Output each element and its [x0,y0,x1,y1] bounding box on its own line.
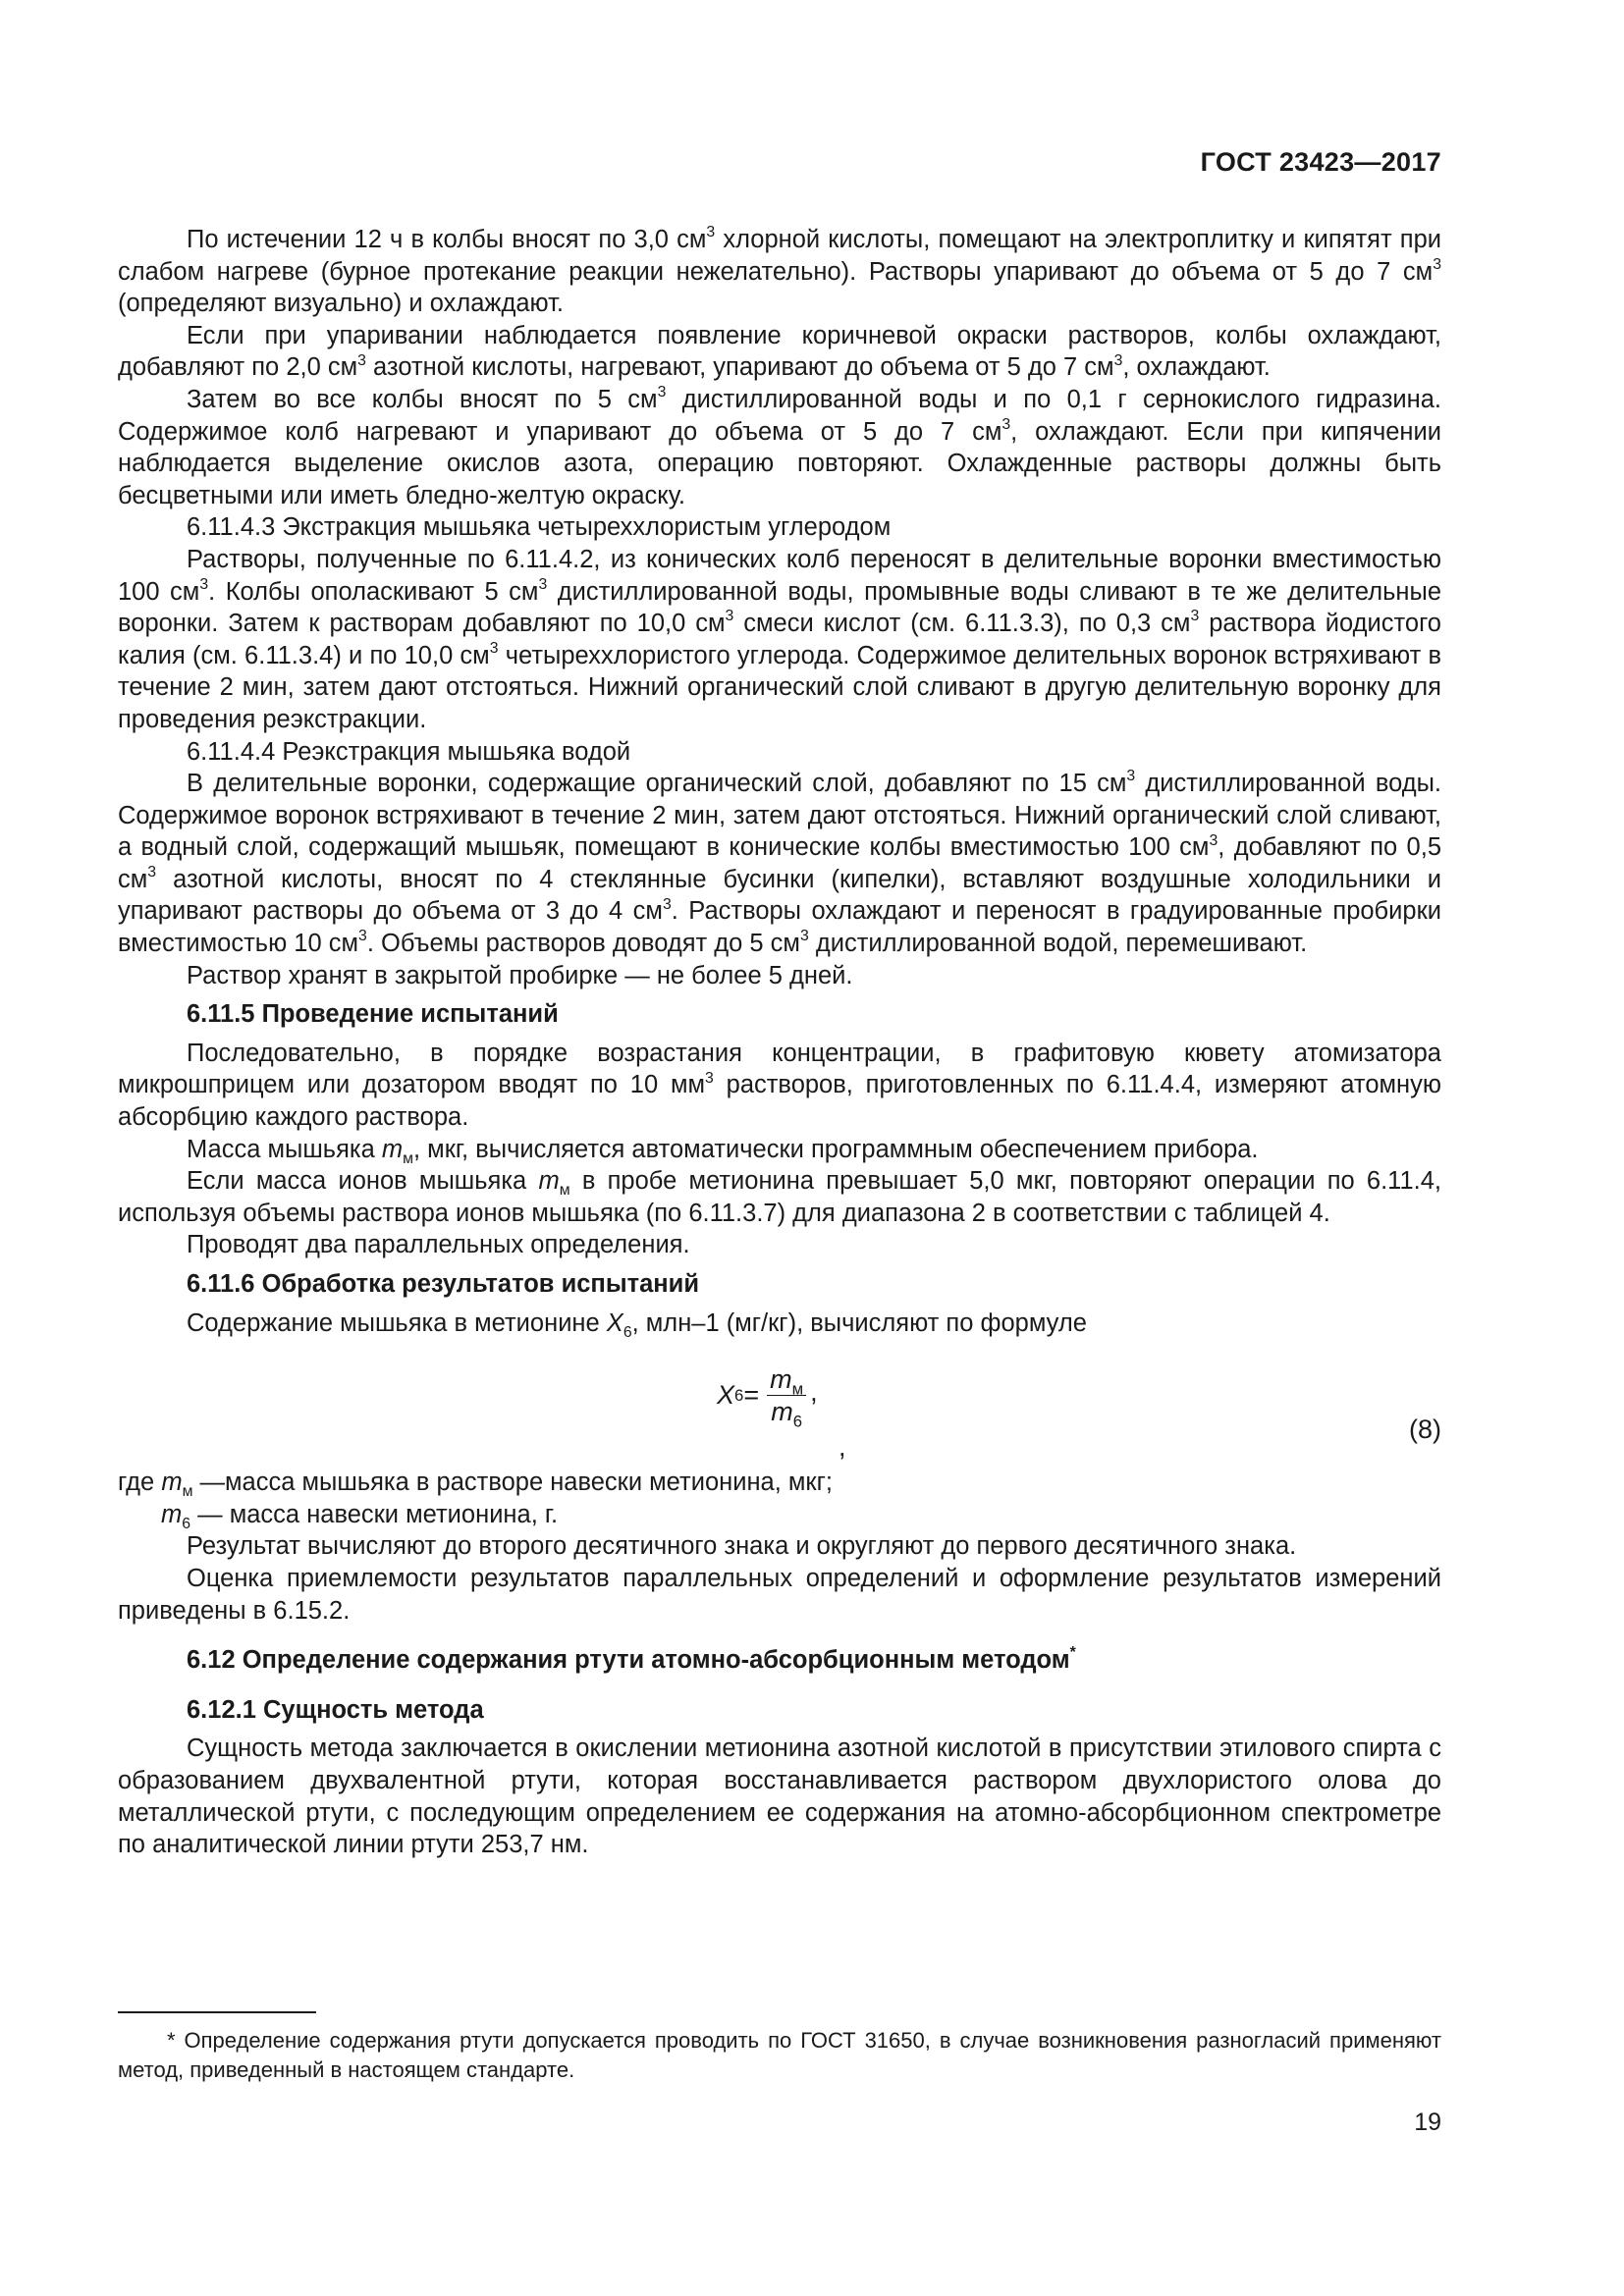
text-run: дистиллированной водой, перемешивают. [808,930,1308,958]
footnote-separator [118,2011,316,2013]
paragraph: Раствор хранят в закрытой пробирке — не более 5 дней. [187,961,853,989]
text-run: четыреххлористого углерода. Содержимое делительных воронок встряхивают в течение 2 мин, затем дают отстояться. Нижний органический слой сливают в другую делительную воронку для проведения реэкстракции. [118,641,1441,733]
paragraph [118,1308,1441,1340]
text-run: Масса мышьяка [187,1135,382,1163]
text-run: В делительные воронки, содержащие органический слой, добавляют по 15 см [187,770,1127,798]
text-run: смеси кислот (см. 6.11.3.3), по 0,3 см [733,610,1191,638]
paragraph: Проводят два параллельных определения. [187,1231,690,1259]
superscript: 3 [357,351,366,369]
math-variable: X [606,1308,623,1337]
paragraph [118,384,1441,511]
subscript: 6 [182,1515,191,1532]
text-run: дистиллированной воды. Содержимое воронок встряхивают в течение 2 мин, затем дают отстояться. Нижний органический слой сливают, а водный слой, содержащий мышьяк, помещают в конические колбы вместимостью 100 см [118,770,1441,862]
text-run: дистиллированной воды, промывные воды сливают в те же делительные воронки. Затем к растворам добавляют по 10,0 см [118,577,1442,638]
fraction [767,1364,806,1431]
section-heading: 6.12.1 Сущность метода [187,1695,484,1724]
superscript: 3 [1001,415,1011,433]
text-run: Если масса ионов мышьяка [187,1167,539,1196]
superscript: 3 [489,639,499,657]
document-id-header: ГОСТ 23423—2017 [1200,147,1441,177]
math-variable: m [381,1135,404,1163]
formula-number: (8) [1409,1415,1441,1445]
formula-comma: , [839,1432,846,1463]
text-run: , мкг, вычисляется автоматически программным обеспечением прибора. [413,1135,1259,1163]
section-heading: 6.11.6 Обработка результатов испытаний [187,1270,700,1298]
text-run: По истечении 12 ч в колбы вносят по 3,0 см [187,226,707,253]
paragraph [118,224,1441,320]
equals-sign: = [743,1380,760,1411]
section-heading: 6.11.5 Проведение испытаний [187,1000,559,1029]
formula: X 6 = $\frac{m_м}{m_6}$ , [717,1364,818,1431]
superscript: 3 [1190,608,1200,625]
text-run: где [118,1468,162,1497]
subsection-title: 6.11.4.4 Реэкстракция мышьяка водой [187,737,631,766]
text-run: дистиллированной воды и по 0,1 г сернокислого гидразина. Содержимое колб нагревают и упаривают до объема от 5 до 7 см [118,385,1441,446]
formula-legend-item [118,1467,1441,1499]
text-run: , охлаждают. Если при кипячении наблюдается выделение окислов азота, операцию повторяют. Охлажденные растворы должны быть бесцветными или иметь бледно-желтую окраску. [118,417,1442,509]
text-run: — масса навески метионина, г. [190,1500,559,1528]
text-run: растворов, приготовленных по 6.11.4.4, измеряют атомную абсорбцию каждого раствора. [118,1071,1441,1132]
text-run: . Объемы растворов доводят до 5 см [366,930,800,958]
text-run: , млн–1 (мг/кг), вычисляют по формуле [631,1308,1087,1337]
footnote-marker: * [1069,1644,1076,1662]
heading-text: 6.12 Определение содержания ртути атомно-абсорбционным методом [187,1646,1070,1675]
superscript: 3 [662,895,672,913]
formula-comma: , [810,1377,818,1408]
superscript: 3 [538,575,548,593]
superscript: 3 [799,928,809,945]
text-run: Если при упаривании наблюдается появление коричневой окраски растворов, колбы охлаждают, добавляют по 2,0 см [118,321,1441,382]
subscript: м [791,1379,804,1399]
text-run: —масса мышьяка в растворе навески метионина, мкг; [192,1468,833,1497]
subscript: м [403,1149,413,1167]
paragraph [118,1134,1441,1166]
fraction-numerator [767,1364,806,1399]
text-run: Содержание мышьяка в метионине [187,1308,607,1337]
math-variable: X [717,1380,735,1411]
text-run: Последовательно, в порядке возрастания концентрации, в графитовую кювету атомизатора микрошприцем или дозатором вводят по 10 мм [118,1039,1441,1099]
superscript: 3 [199,575,209,593]
paragraph [118,1165,1441,1229]
subsection-title: 6.11.4.3 Экстракция мышьяка четыреххлористым углеродом [187,513,892,542]
superscript: 3 [147,864,157,881]
math-variable: m [161,1500,183,1528]
text-run: (определяют визуально) и охлаждают. [118,290,565,318]
math-variable: m [770,1364,792,1395]
superscript: 3 [1433,255,1441,273]
text-run: в пробе метионина превышает 5,0 мкг, повторяют операции по 6.11.4, используя объемы раствора ионов мышьяка (по 6.11.3.7) для диапазона 2 в соответствии с таблицей 4. [118,1167,1442,1227]
text-run: , добавляют по 0,5 см [118,833,1441,893]
superscript: 3 [705,1069,714,1087]
page-number: 19 [1414,2109,1441,2136]
document-body [118,224,1441,1861]
text-run: . Растворы охлаждают и переносят в градуированные пробирки вместимостью 10 см [118,897,1441,958]
text-run: Растворы, полученные по 6.11.4.2, из конических колб переносят в делительные воронки вместимостью 100 см [118,545,1441,606]
math-variable: m [161,1468,183,1497]
math-variable: m [538,1167,560,1196]
formula-legend-item [118,1499,1441,1531]
subscript: 6 [792,1412,803,1431]
text-run: азотной кислоты, нагревают, упаривают до объема от 5 до 7 см [365,353,1114,382]
superscript: 3 [1113,351,1123,369]
subscript: м [182,1483,193,1501]
superscript: 3 [1209,831,1218,849]
footnote: * Определение содержания ртути допускается проводить по ГОСТ 31650, в случае возникновения разногласий применяют метод, приведенный в настоящем стандарте. [118,2028,1441,2082]
text-run: азотной кислоты, вносят по 4 стеклянные бусинки (кипелки), вставляют воздушные холодильники и упаривают растворы до объема от 3 до 4 см [118,865,1441,926]
paragraph: Сущность метода заключается в окислении метионина азотной кислотой в присутствии этилового спирта с образованием двухвалентной ртути, которая восстанавливается раствором двухлористого олова до металлической ртути, с последующим определением ее содержания на атомно-абсорбционном спектрометре по аналитической линии ртути 253,7 нм. [118,1735,1441,1859]
text-run: хлорной кислоты, помещают на электроплитку и кипятят при слабом нагреве (бурное протекание реакции нежелательно). Растворы упаривают до объема от 5 до 7 см [118,226,1441,286]
text-run: . Колбы ополаскивают 5 см [208,577,539,606]
formula-block [118,1353,1441,1463]
subscript: 6 [623,1323,632,1341]
paragraph: Результат вычисляют до второго десятичного знака и округляют до первого десятичного знака. [187,1532,1297,1561]
text-run: Затем во все колбы вносят по 5 см [187,385,658,413]
superscript: 3 [657,384,667,401]
paragraph [118,320,1441,384]
superscript: 3 [1126,768,1136,785]
fraction-denominator [771,1396,803,1431]
paragraph: Оценка приемлемости результатов параллельных определений и оформление результатов измерений приведены в 6.15.2. [118,1564,1441,1625]
paragraph [118,768,1441,960]
superscript: 3 [358,928,367,945]
subscript: м [559,1182,570,1200]
paragraph [118,544,1441,736]
paragraph [118,1038,1441,1134]
section-heading [118,1644,1441,1677]
text-run: , охлаждают. [1122,353,1271,382]
text-run: раствора йодистого калия (см. 6.11.3.4) и по 10,0 см [118,610,1441,669]
superscript: 3 [725,608,734,625]
superscript: 3 [706,224,716,241]
math-variable: m [771,1397,793,1427]
